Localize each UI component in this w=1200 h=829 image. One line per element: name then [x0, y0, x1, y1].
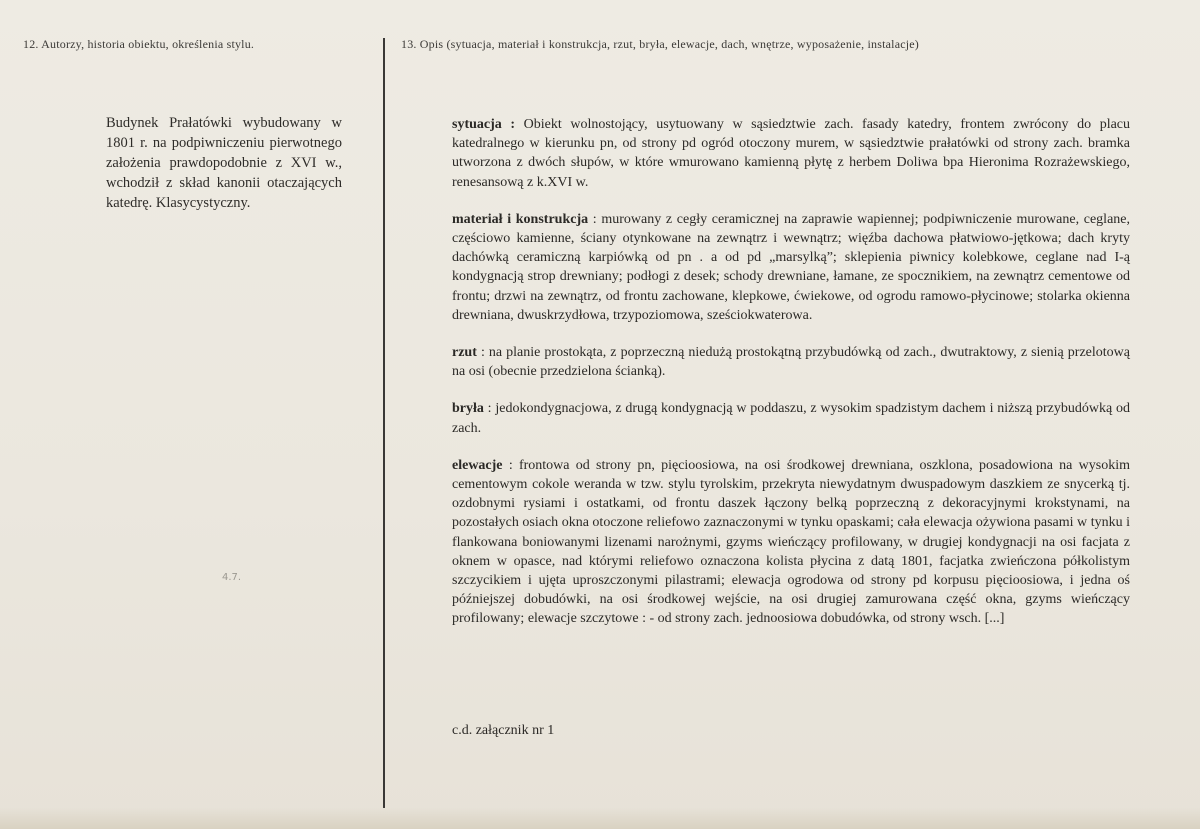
section-text: Obiekt wolnostojący, usytuowany w sąsiedztwie zach. fasady katedry, frontem zwrócony do placu katedralnego w kierunku pn, od strony pd ogród otoczony murem, w sąsiedztwie prałatówki od strony zach. bramka utworzona z dwóch słupów, w które wmurowano kamienną płytę z herbem Doliwa bpa Hieronima Rozrażewskiego, renesansową z k.XVI w.	[452, 117, 1131, 190]
section-sytuacja	[452, 115, 1130, 192]
section-label: bryła	[452, 401, 484, 417]
history-text: Budynek Prałatówki wybudowany w 1801 r. na podpiwniczeniu pierwotnego założenia prawdopodobnie z XVI w., wchodził z skład kanonii otaczających katedrę. Klasycystyczny.	[106, 115, 342, 211]
column-divider	[383, 38, 385, 808]
section-bryla	[452, 399, 1130, 437]
section-rzut	[452, 343, 1130, 381]
description-body	[452, 115, 1130, 647]
section-label: sytuacja :	[452, 117, 516, 132]
section-label: elewacje	[452, 457, 503, 473]
section-text: : murowany z cegły ceramicznej na zaprawie wapiennej; podpiwniczenie murowane, ceglane, częściowo kamienne, ściany otynkowane na zewnątrz i wewnątrz; więźba dachowa płatwiowo-jętkowa; dach kryty dachówką ceramiczną karpiówką od pn . a od pd „marsylką”; sklepienia piwnicy kolebkowe, ceglane nad I-ą kondygnacją strop drewniany; podłogi z desek; schody drewniane, łamane, ze spocznikiem, na zewnątrz cementowe od frontu; drzwi na zewnątrz, od frontu zachowane, klepkowe, ćwiekowe, od ogrodu ramowo-płycinowe; stolarka okienna drewniana, dwuskrzydłowa, trzypoziomowa, sześciokwaterowa.	[452, 211, 1130, 323]
section-text: : na planie prostokąta, z poprzeczną niedużą prostokątną przybudówką od zach., dwutraktowy, z sienią przelotową na osi (obecnie przedzielona ścianką).	[452, 345, 1131, 380]
card-bottom-edge	[0, 807, 1200, 829]
section-label: rzut	[452, 345, 477, 361]
section-13-header: 13. Opis (sytuacja, materiał i konstrukcja, rzut, bryła, elewacje, dach, wnętrze, wyposażenie, instalacje)	[401, 37, 919, 51]
section-label: materiał i konstrukcja	[452, 211, 589, 227]
continuation-note: c.d. załącznik nr 1	[452, 723, 555, 738]
section-text: : frontowa od strony pn, pięcioosiowa, na osi środkowej drewniana, oszklona, posadowiona na wysokim cementowym cokole weranda w tzw. stylu tyrolskim, przekryta niewydatnym dwuspadowym daszkiem ze snycerką tj. ozdobnymi rysiami i ostatkami, od frontu daszek łączony belką poprzeczną z dekoracyjnymi krokstynami, na pozostałych osiach okna otoczone reliefowo zaznaczonymi w tynku opaskami; cała elewacja ożywiona pasami w tynku i flankowana boniowanymi lizenami narożnymi, gzyms wieńczący profilowany, w drugiej kondygnacji na osi facjata z oknem w opasce, nad którymi reliefowo oznaczona kolista płycina z datą 1801, facjatka zwieńczona półkolistym szczycikiem i ujęta uproszczonymi pilastrami; elewacja ogrodowa od strony pd korpusu pięcioosiowa, i jedna oś późniejszej dobudówki, na osi środkowej wejście, na osi drugiej zamurowana część okna, gzyms wieńczący profilowany; elewacje szczytowe : - od strony zach. jednoosiowa dobudówka, od strony wsch. [...]	[452, 457, 1131, 627]
section-text: : jedokondygnacjowa, z drugą kondygnacją w poddaszu, z wysokim spadzistym dachem i niższą przybudówką od zach.	[452, 401, 1130, 436]
section-elewacje	[452, 456, 1130, 629]
section-material	[452, 210, 1130, 325]
section-12-header: 12. Autorzy, historia obiektu, określenia stylu.	[23, 37, 255, 51]
pencil-mark: 4.7.	[222, 572, 242, 583]
